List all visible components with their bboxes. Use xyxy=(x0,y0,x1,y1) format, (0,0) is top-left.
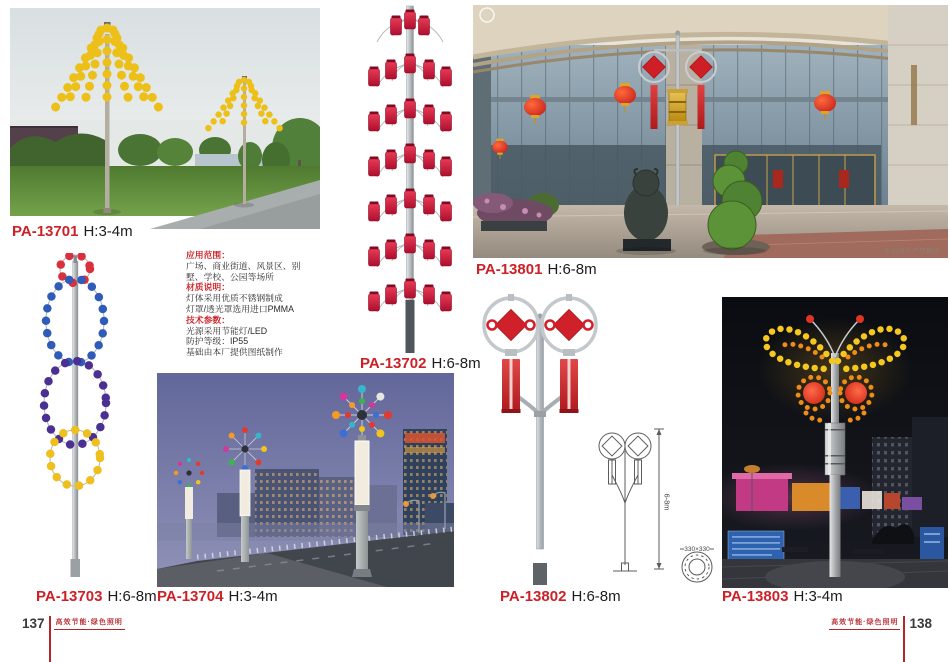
spec-line: 防护等级：IP55 xyxy=(186,336,249,347)
spec-line: 广场、商业街道、风景区、别 xyxy=(186,260,301,271)
product-label-pa13801 xyxy=(476,262,597,278)
footer-divider xyxy=(49,616,51,662)
product-height: H:6-8m xyxy=(571,588,621,605)
night-butterfly-lamp-scene xyxy=(722,297,948,588)
photo-pa13703 xyxy=(25,253,160,585)
product-label-pa13803 xyxy=(722,589,843,605)
product-height: H:6-8m xyxy=(431,355,481,372)
page-number-right: 138 xyxy=(909,616,932,631)
height-dimension-label: 6-8m xyxy=(662,493,672,511)
product-code: PA-13801 xyxy=(476,261,543,278)
product-code: PA-13701 xyxy=(12,223,79,240)
photo-pa13803 xyxy=(722,297,948,588)
colored-ball-spiral-pole xyxy=(25,253,160,585)
base-dimension-label: 330×330 xyxy=(684,546,710,553)
footer-right xyxy=(826,616,936,662)
spec-title-material: 材质说明： xyxy=(186,282,230,293)
product-height: H:3-4m xyxy=(83,223,133,240)
product-height: H:3-4m xyxy=(793,588,843,605)
spec-line: 灯罩/透光罩选用进口PMMA xyxy=(186,303,295,314)
photo-pa13802 xyxy=(475,285,605,585)
hotel-entrance-chinese-knot-lamps xyxy=(473,5,948,258)
spec-title-tech: 技术参数： xyxy=(186,314,230,325)
product-code: PA-13803 xyxy=(722,588,789,605)
product-code: PA-13704 xyxy=(157,588,224,605)
photo-pa13701 xyxy=(10,8,320,229)
page-number-left: 137 xyxy=(22,616,45,631)
red-lantern-tier-pole xyxy=(355,0,465,355)
product-label-pa13704 xyxy=(157,589,278,605)
footer-slogan-left: 高效节能·绿色照明 xyxy=(54,616,125,630)
product-code: PA-13802 xyxy=(500,588,567,605)
photo-pa13704 xyxy=(157,373,454,587)
dimension-drawing xyxy=(595,415,725,595)
spec-title-application: 应用范围： xyxy=(186,250,230,260)
product-label-pa13703 xyxy=(36,589,157,605)
spec-line: 光源采用节能灯/LED xyxy=(186,325,268,336)
dusk-street-scene-firework-ball-lamps xyxy=(157,373,454,587)
spec-line: 基础由本厂提供图纸制作 xyxy=(186,347,283,358)
product-label-pa13702 xyxy=(360,356,481,372)
double-chinese-knot-pole xyxy=(475,285,605,585)
technical-drawing-pa13802 xyxy=(595,415,725,595)
footer-left xyxy=(18,616,128,662)
product-height: H:3-4m xyxy=(228,588,278,605)
product-height: H:6-8m xyxy=(107,588,157,605)
spec-block xyxy=(186,250,338,358)
photo-pa13801 xyxy=(473,5,948,258)
product-height: H:6-8m xyxy=(547,261,597,278)
product-label-pa13802 xyxy=(500,589,621,605)
product-code: PA-13702 xyxy=(360,355,427,372)
park-scene-yellow-firework-lamps xyxy=(10,8,320,229)
footer-slogan-right: 高效节能·绿色照明 xyxy=(829,616,900,630)
copyright-watermark: 原创图片严禁翻印 xyxy=(884,248,940,255)
product-code: PA-13703 xyxy=(36,588,103,605)
photo-pa13702 xyxy=(355,0,465,355)
spec-line: 墅、学校、公园等场所 xyxy=(186,271,274,282)
product-label-pa13701 xyxy=(12,224,133,240)
spec-line: 灯体采用优质不锈钢制成 xyxy=(186,293,283,304)
